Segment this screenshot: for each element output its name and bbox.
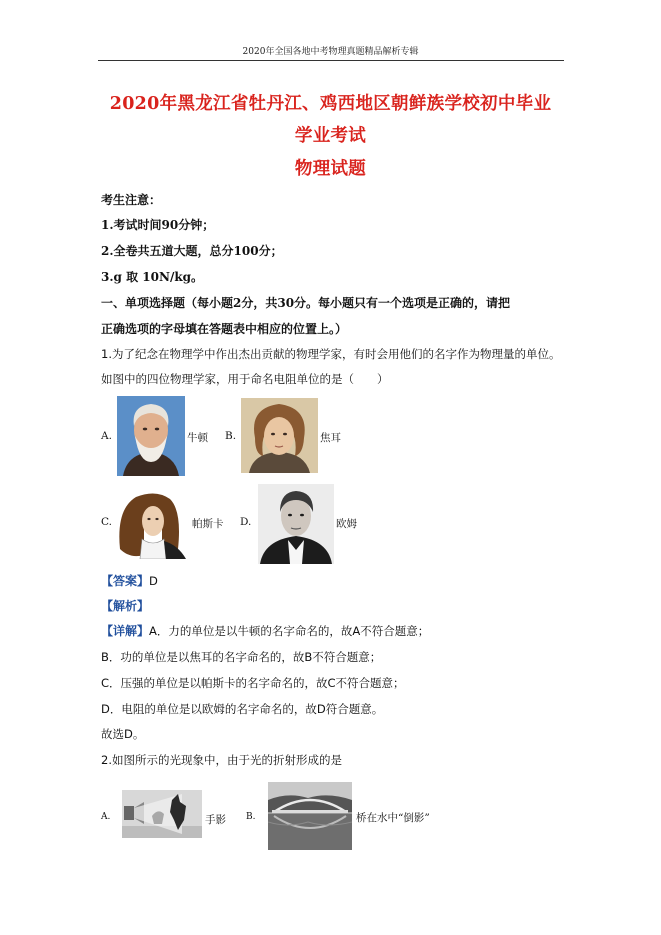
q1-option-c-name: 帕斯卡	[192, 518, 224, 530]
q2-option-a-name: 手影	[205, 814, 226, 826]
joule-portrait	[241, 398, 318, 473]
analysis-tag: 【解析】	[101, 599, 150, 613]
q1-option-b-letter: B.	[225, 430, 237, 442]
q2-option-b-letter: B.	[246, 812, 256, 822]
q2-option-b-name: 桥在水中“倒影”	[356, 812, 430, 824]
answer-tag: 【答案】	[101, 574, 150, 588]
q1-stem-line-2: 如图中的四位物理学家，用于命名电阻单位的是（ ）	[101, 372, 389, 386]
q1-detail-line-d: D．电阻的单位是以欧姆的名字命名的，故D符合题意。	[101, 702, 384, 716]
exam-subtitle: 物理试题	[294, 159, 367, 179]
q1-conclusion: 故选D。	[101, 727, 145, 741]
note-item-1: 1.考试时间90分钟；	[101, 218, 215, 232]
detail-tag: 【详解】	[101, 624, 150, 638]
q1-option-a-letter: A.	[101, 430, 112, 442]
pascal-portrait	[116, 489, 190, 559]
q2-option-a-letter: A.	[101, 812, 111, 822]
q1-option-a-name: 牛顿	[187, 432, 208, 444]
section-heading-line-2: 正确选项的字母填在答题表中相应的位置上。）	[101, 322, 348, 336]
q1-option-d-name: 欧姆	[336, 518, 357, 530]
q1-option-b-name: 焦耳	[320, 432, 341, 444]
q1-answer-row	[101, 572, 158, 589]
notes-heading: 考生注意：	[101, 193, 162, 207]
q1-detail-line-a: A．力的单位是以牛顿的名字命名的，故A不符合题意；	[149, 624, 430, 638]
note-item-2: 2.全卷共五道大题，总分100分；	[101, 244, 283, 258]
q1-answer-value: D	[149, 574, 158, 588]
q1-stem-line-1: 1.为了纪念在物理学中作出杰出贡献的物理学家，有时会用他们的名字作为物理量的单位。	[101, 347, 561, 361]
hand-shadow-image	[122, 790, 202, 838]
note-item-3: 3.g 取 10N/kg。	[101, 270, 204, 284]
q2-stem: 2.如图所示的光现象中，由于光的折射形成的是	[101, 753, 342, 767]
newton-portrait	[117, 396, 185, 476]
ohm-portrait	[258, 484, 334, 564]
page-header: 2020年全国各地中考物理真题精品解析专辑	[242, 47, 419, 57]
q1-detail-row-1	[101, 622, 429, 639]
exam-title-line-1: 2020年黑龙江省牡丹江、鸡西地区朝鲜族学校初中毕业	[109, 94, 552, 114]
section-heading-line-1: 一、单项选择题（每小题2分，共30分。每小题只有一个选项是正确的，请把	[101, 296, 511, 310]
bridge-reflection-image	[268, 782, 352, 850]
exam-title-line-2: 学业考试	[294, 126, 367, 146]
q1-detail-line-b: B．功的单位是以焦耳的名字命名的，故B不符合题意；	[101, 650, 382, 664]
q1-detail-line-c: C．压强的单位是以帕斯卡的名字命名的，故C不符合题意；	[101, 676, 405, 690]
header-divider	[98, 60, 564, 61]
q1-option-d-letter: D.	[240, 516, 252, 528]
q1-option-c-letter: C.	[101, 516, 112, 528]
